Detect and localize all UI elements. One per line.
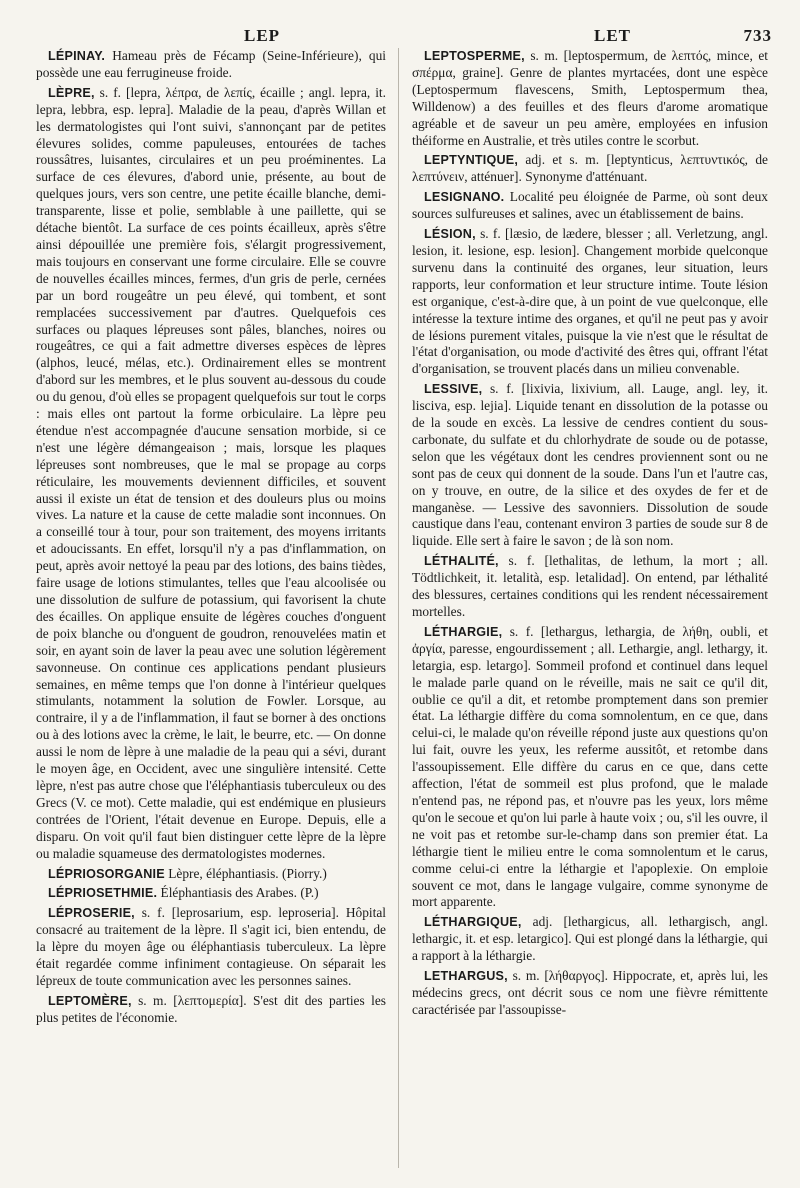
entry-text: adj. [lethargicus, all. lethargisch, angl. lethargic, it. et esp. letargico]. Qui est plongé dans la léthargie, qui a rapport à la léthargie.	[412, 914, 768, 964]
entry-headword: LESIGNANO.	[424, 190, 505, 205]
entry-text: s. m. [λεπτομερία]. S'est dit des parties les plus petites de l'économie.	[36, 992, 386, 1025]
running-head-right: LET	[594, 26, 632, 45]
entry	[412, 189, 768, 223]
page-number: 733	[743, 26, 772, 45]
entry-text: Hameau près de Fécamp (Seine-Inférieure), qui possède une eau ferrugineuse froide.	[36, 48, 386, 80]
entry	[36, 905, 386, 990]
entry-text: Localité peu éloignée de Parme, où sont deux sources sulfureuses et salines, avec un établissement de bains.	[412, 189, 768, 222]
entry	[36, 85, 386, 863]
entry-headword: LÉTHARGIQUE,	[424, 915, 522, 930]
entry-text: s. f. [læsio, de lædere, blesser ; all. Verletzung, angl. lesion, it. lesione, esp. lesion]. Changement morbide quelconque survenu dans la continuité des organes, leur situation, leurs rapports, leur conformation et leur structure intime. Toute lésion est organique, c'est-à-dire que, à un point de vue quelconque, elle intéresse la texture intime des organes, et qu'il ne peut pas y avoir de lésions purement vitales, puisque la vie n'est que le résultat de l'état d'organisation, ou mode d'activité des êtres qui, offrant l'état d'organisation, se trouvent placés dans un milieu convenable.	[412, 226, 768, 377]
entry-text: s. f. [leprosarium, esp. leproseria]. Hôpital consacré au traitement de la lèpre. Il s'agit ici, bien entendu, de la lèpre du moyen âge ou éléphantiasis tuberculeux. La lèpre était regardée comme infiniment contagieuse. On séparait les lépreux de toute communication avec les personnes saines.	[36, 905, 386, 988]
entry	[36, 885, 386, 902]
column-divider	[398, 48, 399, 1168]
running-head-left: LEP	[244, 26, 281, 45]
entry-headword: LEPTYNTIQUE,	[424, 153, 519, 168]
entry-text: s. m. [leptospermum, de λεπτός, mince, et σπέρμα, graine]. Genre de plantes myrtacées, dont une espèce (Leptospermum flavescens, Smith, Leptospermum thea, Willdenow) a des feuilles et des fleurs d'arome aromatique agréable et de saveur un peu amère, employées en infusion théiforme en Australie, et très utiles contre le scorbut.	[412, 48, 768, 148]
entry-headword: LÉTHALITÉ,	[424, 554, 499, 569]
entry-headword: LÉPROSERIE,	[48, 906, 135, 921]
entry	[412, 624, 768, 911]
entry	[412, 226, 768, 378]
entry-text: Lèpre, éléphantiasis. (Piorry.)	[164, 865, 327, 881]
page-header	[36, 20, 772, 46]
entry-text: s. f. [lethargus, lethargia, de λήθη, oubli, et ἀργία, paresse, engourdissement ; all. Lethargie, angl. lethargy, it. letargia, esp. letargo]. Sommeil profond et continuel dans lequel le malade parle quand on le réveille, mais ne sait ce qu'il dit, oublie ce qu'il a dit, et retombe promptement dans son premier état. La léthargie diffère du coma somnolentum, en ce que, dans celui-ci, le malade qu'on réveille répond juste aux questions qu'on lui fait, ouvre les yeux, les referme aussitôt, et retombe dans l'assoupissement. Elle diffère du carus en ce que, dans cette affection, l'état de sommeil est plus profond, que le malade n'entend pas, ne répond pas, et n'ouvre pas les yeux, lors même qu'on le secoue et qu'on lui parle à haute voix ; ou, s'il les ouvre, il ne voit pas et retombe sur-le-champ dans son premier état. La léthargie tient le milieu entre le coma somnolentum et le carus, comme celui-ci entre la léthargie et l'apoplexie. On emploie souvent ce mot, dans le langage vulgaire, comme synonyme de mort apparente.	[412, 623, 768, 910]
entry	[36, 866, 386, 883]
entry	[412, 152, 768, 186]
entry-text: s. f. [lethalitas, de lethum, la mort ; all. Tödtlichkeit, it. letalità, esp. letalidad]. On entend, par léthalité des blessures, certaines conditions qui les rendent nécessairement mortelles.	[412, 553, 768, 619]
entry-text: s. m. [λήθαργος]. Hippocrate, et, après lui, les médecins grecs, ont décrit sous ce nom une fièvre rémittente caractérisée par l'assoupisse-	[412, 968, 768, 1017]
entry	[36, 993, 386, 1027]
entry-text: s. f. [lixivia, lixivium, all. Lauge, angl. ley, it. lisciva, esp. lejia]. Liquide tenant en dissolution de la potasse ou de la soude en excès. La lessive de cendres contient du sous-carbonate, du sulfate et du chlorhydrate de soude ou de potasse, selon que les végétaux dont les cendres proviennent sont ou ne sont pas de ceux qui donnent de la soude. Dans l'un et l'autre cas, on y trouve, en outre, de la silice et des oxydes de fer et de manganèse. — Lessive des savonniers. Dissolution de soude caustique dans l'eau, contenant environ 3 parties de soude sur 8 de liquide. Elle sert à faire le savon ; de là son nom.	[412, 381, 768, 549]
entry-headword: LÉPINAY.	[48, 49, 106, 63]
entry	[36, 48, 386, 82]
entry-headword: LEPTOSPERME,	[424, 49, 525, 63]
entry	[412, 914, 768, 965]
entry-headword: LESSIVE,	[424, 382, 483, 397]
entry-headword: LEPTOMÈRE,	[48, 993, 132, 1008]
entry-headword: LÉTHARGIE,	[424, 624, 503, 639]
entry-headword: LETHARGUS,	[424, 969, 508, 984]
entry-headword: LÉSION,	[424, 227, 476, 242]
entry	[412, 553, 768, 621]
entry	[412, 968, 768, 1019]
left-column	[36, 48, 386, 1030]
entry-headword: LÈPRE,	[48, 85, 95, 100]
entry-text: adj. et s. m. [leptynticus, λεπτυντικός, de λεπτύνειν, atténuer]. Synonyme d'atténuant.	[412, 152, 768, 185]
entry-headword: LÉPRIOSORGANIE	[48, 866, 165, 881]
entry	[412, 381, 768, 550]
entry-text: s. f. [lepra, λέπρα, de λεπίς, écaille ; angl. lepra, it. lepra, lebbra, esp. lepra]. Maladie de la peau, d'après Willan et les dermatologistes qui l'ont suivi, s'annonçant par de petites élevures solides, comme papuleuses, entourées de taches roussâtres, luisantes, circulaires et un peu proéminentes. La surface de ces élevures, d'abord unie, présente, au bout de quelques jours, vers son centre, une petite écaille blanche, demi-transparente, lisse et polie, semblable à une paillette, qui se détache bientôt. La surface de ces points écailleux, après s'être ainsi dépouillée une première fois, s'élargit progressivement, mais toujours en conservant une forme circulaire. Elle se couvre de nouvelles écailles minces, fermes, d'un gris de perle, cernées par un bord rougeâtre un peu élevé, qui tombent, et sont remplacées successivement par d'autres. Quelquefois ces surfaces ou plaques lépreuses sont pâles, blanches, noires ou rougeâtres, ce qui a fait admettre diverses espèces de lèpres (alphos, leucé, mélas, etc.). Ordinairement elles se montrent d'abord sur les membres, et le plus souvent au-dessous du coude ou du genou, d'où elles se propagent quelquefois sur tout le corps : mais elles ont partout la forme orbiculaire. La lèpre peu étendue n'est accompagnée d'aucune sensation morbide, si ce n'est une légère démangeaison ; mais, lorsque les plaques lépreuses sont nombreuses, que le mal se propage au corps réticulaire, les mouvements deviennent difficiles, et souvent aussi il existe un état de tension et des douleurs plus ou moins vives. La nature et la cause de cette maladie sont inconnues. On a conseillé tour à tour, pour son traitement, des moyens irritants et adoucissants. En effet, lorsqu'il n'y a pas d'inflammation, on peut, après avoir nettoyé la peau par des lotions, des bains tièdes, faire usage de lotions stimulantes, telles que l'eau alcoolisée ou une dissolution de sulfure de potassium, qui favorisent la chute des écailles. On applique ensuite de légères couches d'onguent de poix blanche ou d'onguent de goudron, renouvelées matin et soir, en ayant soin de laver la peau avec une solution légèrement savonneuse. On continue ces applications pendant plusieurs semaines, en même temps que l'on donne à l'intérieur quelques stimulants, notamment la solution de Fowler. Lorsque, au contraire, il y a de l'inflammation, il faut se borner à des onctions ou à des lotions avec la crème, le lait, le beurre, etc. — On donne aussi le nom de lèpre à une maladie de la peau qui a sévi, durant le moyen âge, en Occident, avec une singulière intensité. Cette lèpre, n'est pas autre chose que l'éléphantiasis tuberculeux ou des Grecs (V. ce mot). Cette maladie, qui est endémique en plusieurs contrées de l'Orient, l'était devenue en Europe. Depuis, elle a disparu. On voit qu'il faut bien distinguer cette lèpre de la lèpre ou maladie squameuse des dermatologistes modernes.	[36, 84, 386, 861]
entry-text: Éléphantiasis des Arabes. (P.)	[157, 885, 319, 901]
right-column	[412, 48, 768, 1022]
entry-headword: LÉPRIOSETHMIE.	[48, 886, 158, 901]
entry	[412, 48, 768, 149]
